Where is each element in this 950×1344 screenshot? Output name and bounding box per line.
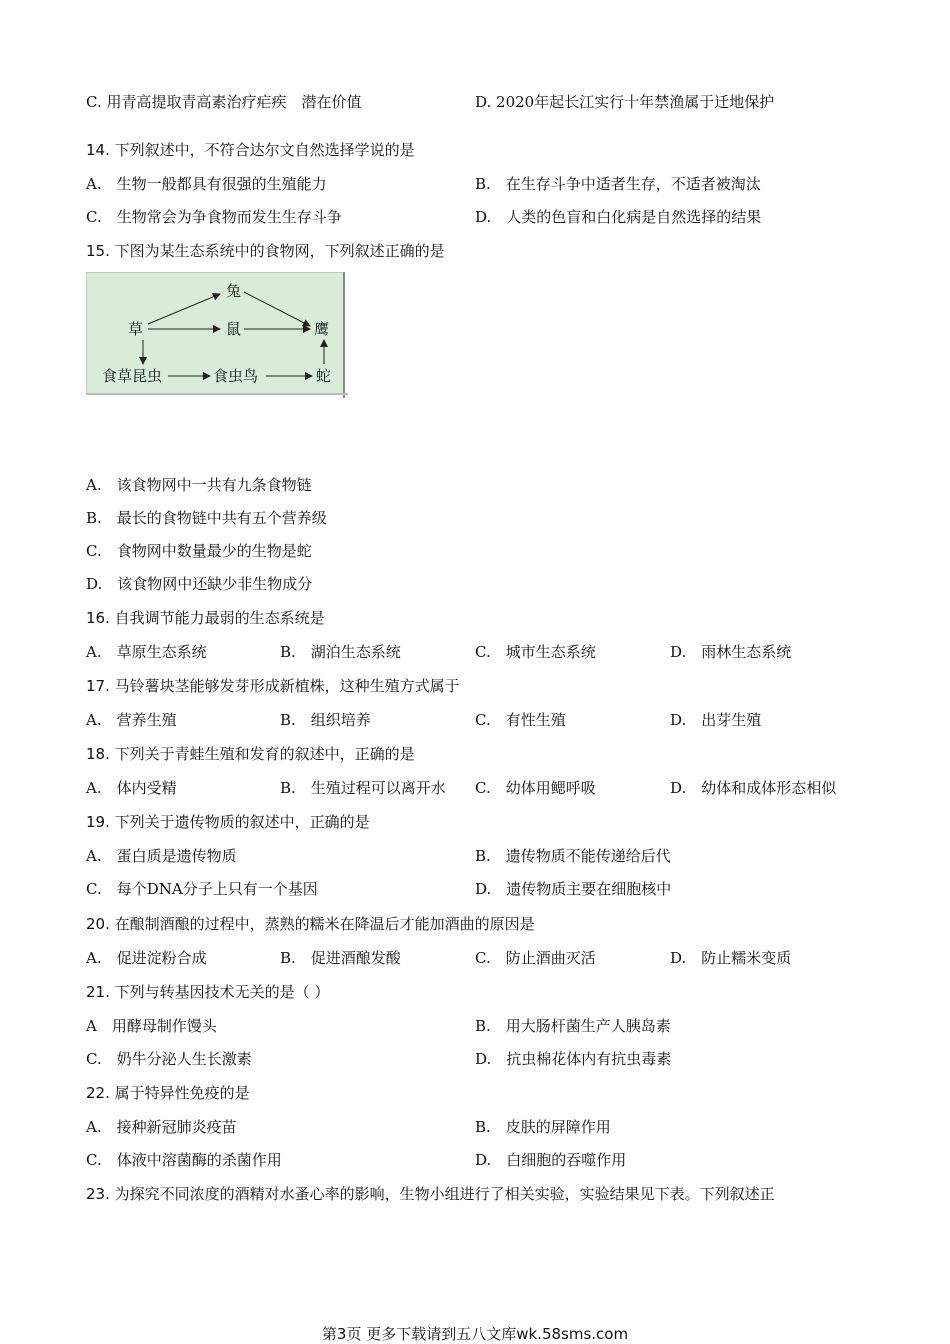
q16-option-d: D. 雨林生态系统 [670,643,792,661]
q20-option-d: D. 防止糯米变质 [670,949,792,967]
question-16-stem: 16. 自我调节能力最弱的生态系统是 [86,609,325,627]
q19-option-c: C. 每个DNA分子上只有一个基因 [86,880,318,898]
q22-option-b: B. 皮肤的屏障作用 [475,1118,611,1136]
question-23-stem: 23. 为探究不同浓度的酒精对水蚤心率的影响，生物小组进行了相关实验，实验结果见下表。下列叙述正 [86,1185,775,1203]
q17-option-b: B. 组织培养 [280,711,371,729]
q18-option-b: B. 生殖过程可以离开水 [280,779,446,797]
q21-option-d: D. 抗虫棉花体内有抗虫毒素 [475,1050,672,1068]
node-insect: 食草昆虫 [102,367,163,385]
q20-option-c: C. 防止酒曲灭活 [475,949,596,967]
food-web-diagram [86,272,348,398]
q15-option-d: D. 该食物网中还缺少非生物成分 [86,575,313,593]
question-14-stem: 14. 下列叙述中，不符合达尔文自然选择学说的是 [86,141,415,159]
q14-option-c: C. 生物常会为争食物而发生生存斗争 [86,208,342,226]
q16-option-b: B. 湖泊生态系统 [280,643,401,661]
q16-option-a: A. 草原生态系统 [86,643,207,661]
q20-option-a: A. 促进淀粉合成 [86,949,207,967]
q14-option-d: D. 人类的色盲和白化病是自然选择的结果 [475,208,762,226]
food-web-svg [86,272,348,398]
question-18-stem: 18. 下列关于青蛙生殖和发育的叙述中，正确的是 [86,745,415,763]
q15-option-b: B. 最长的食物链中共有五个营养级 [86,509,327,527]
q22-option-c: C. 体液中溶菌酶的杀菌作用 [86,1151,282,1169]
q22-option-d: D. 白细胞的吞噬作用 [475,1151,627,1169]
q16-option-c: C. 城市生态系统 [475,643,596,661]
q13-option-d: D. 2020年起长江实行十年禁渔属于迁地保护 [475,93,775,111]
q19-option-a: A. 蛋白质是遗传物质 [86,847,237,865]
node-snake: 蛇 [316,367,332,385]
q22-option-a: A. 接种新冠肺炎疫苗 [86,1118,237,1136]
q19-option-b: B. 遗传物质不能传递给后代 [475,847,671,865]
q21-option-c: C. 奶牛分泌人生长激素 [86,1050,252,1068]
question-20-stem: 20. 在酿制酒酿的过程中，蒸熟的糯米在降温后才能加酒曲的原因是 [86,915,535,933]
question-21-stem: 21. 下列与转基因技术无关的是（ ） [86,983,330,1001]
node-hawk: 鹰 [314,320,330,338]
node-bird: 食虫鸟 [213,367,259,385]
node-grass: 草 [128,320,144,338]
node-rabbit: 兔 [226,282,242,300]
q18-option-d: D. 幼体和成体形态相似 [670,779,837,797]
node-mouse: 鼠 [226,320,242,338]
q17-option-a: A. 营养生殖 [86,711,177,729]
q21-option-b: B. 用大肠杆菌生产人胰岛素 [475,1017,671,1035]
q18-option-c: C. 幼体用鳃呼吸 [475,779,596,797]
q17-option-d: D. 出芽生殖 [670,711,762,729]
q15-option-c: C. 食物网中数量最少的生物是蛇 [86,542,312,560]
q19-option-d: D. 遗传物质主要在细胞核中 [475,880,672,898]
q14-option-b: B. 在生存斗争中适者生存，不适者被淘汰 [475,175,761,193]
q17-option-c: C. 有性生殖 [475,711,566,729]
question-19-stem: 19. 下列关于遗传物质的叙述中，正确的是 [86,813,370,831]
q13-option-c: C. 用青高提取青高素治疗疟疾 潜在价值 [86,93,362,111]
q14-option-a: A. 生物一般都具有很强的生殖能力 [86,175,327,193]
q20-option-b: B. 促进酒酿发酸 [280,949,401,967]
question-17-stem: 17. 马铃薯块茎能够发芽形成新植株，这种生殖方式属于 [86,677,460,695]
page-footer: 第3页 更多下载请到五八文库wk.58sms.com [321,1325,629,1343]
q18-option-a: A. 体内受精 [86,779,177,797]
q15-option-a: A. 该食物网中一共有九条食物链 [86,476,312,494]
question-22-stem: 22. 属于特异性免疫的是 [86,1084,250,1102]
question-15-stem: 15. 下图为某生态系统中的食物网，下列叙述正确的是 [86,242,445,260]
q21-option-a: A 用酵母制作馒头 [86,1017,217,1035]
